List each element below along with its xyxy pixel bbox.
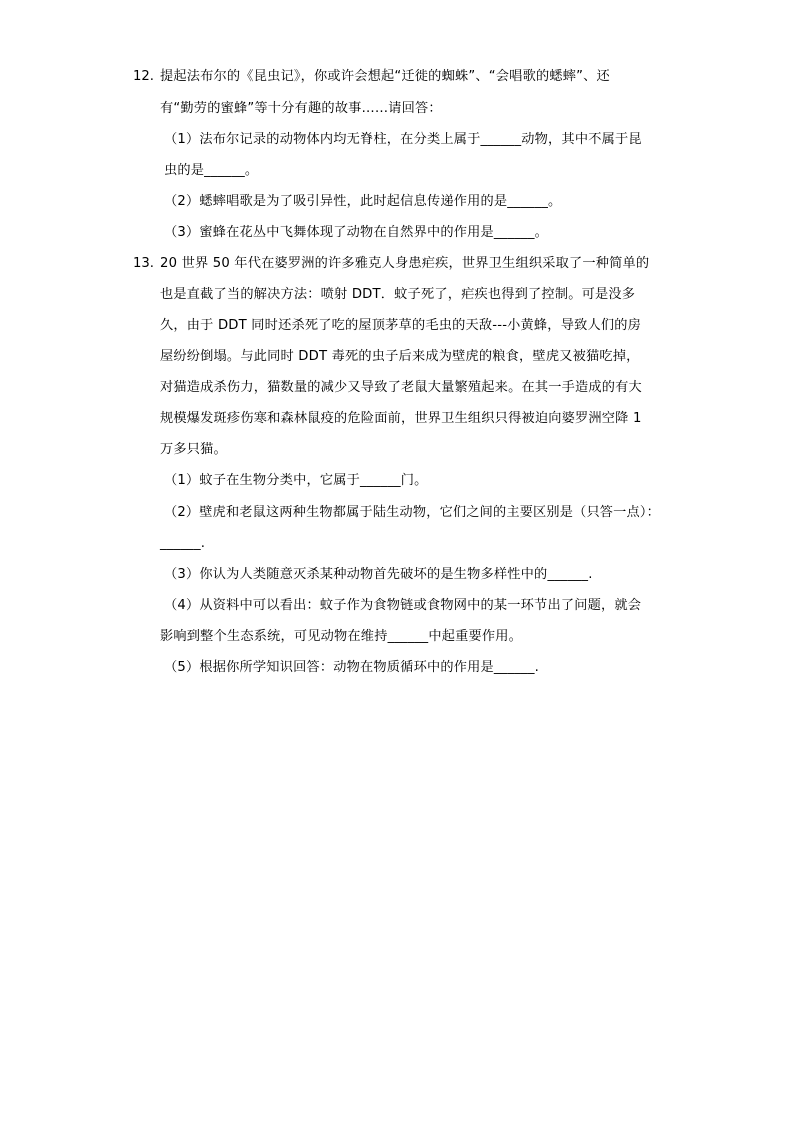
question-13-passage-line-2: 也是直截了当的解决方法：喷射 DDT．蚊子死了，疟疾也得到了控制。可是没多: [160, 287, 636, 302]
question-13-passage-line-5: 对猫造成杀伤力，猫数量的减少又导致了老鼠大量繁殖起来。在其一手造成的有大: [160, 380, 642, 395]
question-13-subpart-4: （4）从资料中可以看出：蚊子作为食物链或食物网中的某一环节出了问题，就会: [164, 598, 642, 613]
question-13-subpart-3: （3）你认为人类随意灭杀某种动物首先破坏的是生物多样性中的______.: [164, 567, 593, 582]
question-13-subpart-4-cont: 影响到整个生态系统，可见动物在维持______中起重要作用。: [160, 629, 523, 644]
question-13-subpart-1: （1）蚊子在生物分类中，它属于______门。: [164, 473, 428, 488]
question-12-line-1: 提起法布尔的《昆虫记》，你或许会想起“迁徙的蜘蛛”、“会唱歌的蟋蟀”、还: [160, 69, 610, 84]
question-13-passage-line-6: 规模爆发斑疹伤寒和森林鼠疫的危险面前，世界卫生组织只得被迫向婆罗洲空降 1: [160, 411, 642, 426]
question-13-subpart-2-blank: ______.: [160, 536, 206, 551]
question-13-subpart-5: （5）根据你所学知识回答：动物在物质循环中的作用是______.: [164, 660, 540, 675]
question-12-subpart-1: （1）法布尔记录的动物体内均无脊柱，在分类上属于______动物，其中不属于昆: [164, 132, 642, 147]
question-13-passage-line-4: 屋纷纷倒塌。与此同时 DDT 毒死的虫子后来成为壁虎的粮食，壁虎又被猫吃掉，: [160, 349, 640, 364]
question-12-line-2: 有“勤劳的蜜蜂”等十分有趣的故事……请回答：: [160, 101, 442, 116]
question-13-passage-line-7: 万多只猫。: [160, 442, 227, 457]
question-13-subpart-2: （2）壁虎和老鼠这两种生物都属于陆生动物，它们之间的主要区别是（只答一点）：: [164, 505, 660, 520]
question-13-passage-line-1: 20 世界 50 年代在婆罗洲的许多雅克人身患疟疾，世界卫生组织采取了一种简单的: [160, 256, 650, 271]
question-12-subpart-3: （3）蜜蜂在花丛中飞舞体现了动物在自然界中的作用是______。: [164, 225, 549, 240]
question-12-subpart-1-cont: 虫的是______。: [164, 163, 259, 178]
question-13-passage-line-3: 久，由于 DDT 同时还杀死了吃的屋顶茅草的毛虫的天敌---小黄蜂，导致人们的房: [160, 318, 642, 333]
question-12-subpart-2: （2）蟋蟀唱歌是为了吸引异性，此时起信息传递作用的是______。: [164, 194, 562, 209]
question-number: 12.: [133, 69, 154, 84]
question-number: 13.: [133, 256, 154, 271]
